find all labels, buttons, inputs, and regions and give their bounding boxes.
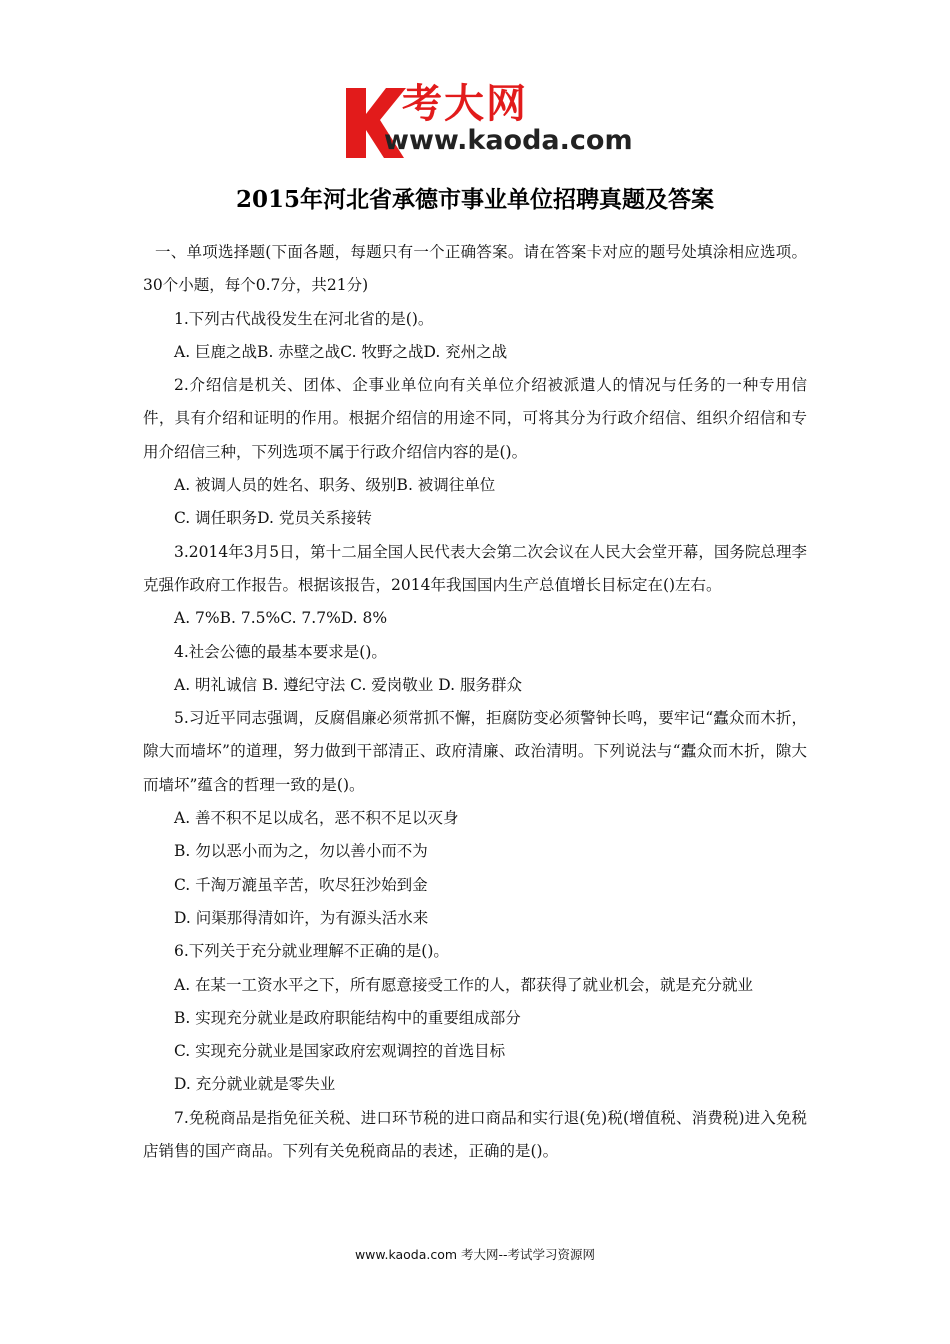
question-4-options: A. 明礼诚信 B. 遵纪守法 C. 爱岗敬业 D. 服务群众: [174, 675, 522, 694]
logo-url-text: www.kaoda.com: [384, 125, 633, 156]
question-6: 6.下列关于充分就业理解不正确的是()。: [174, 942, 449, 961]
question-5: 5.习近平同志强调，反腐倡廉必须常抓不懈，拒腐防变必须警钟长鸣，要牢记“蠹众而木折，隙大而墙坏”的道理，努力做到干部清正、政府清廉、政治清明。下列说法与“蠹众而木折，隙大而墙坏”蕴含的哲理一致的是()。: [143, 709, 807, 794]
question-5-option-d: D. 问渠那得清如许，为有源头活水来: [174, 908, 429, 927]
question-3: 3.2014年3月5日，第十二届全国人民代表大会第二次会议在人民大会堂开幕，国务院总理李克强作政府工作报告。根据该报告，2014年我国国内生产总值增长目标定在()左右。: [143, 542, 807, 594]
question-6-option-d: D. 充分就业就是零失业: [174, 1075, 336, 1094]
question-6-option-b: B. 实现充分就业是政府职能结构中的重要组成部分: [174, 1008, 521, 1027]
question-5-option-b: B. 勿以恶小而为之，勿以善小而不为: [174, 842, 428, 861]
question-4: 4.社会公德的最基本要求是()。: [174, 642, 387, 661]
page-title: 2015年河北省承德市事业单位招聘真题及答案: [235, 186, 714, 213]
question-1-options: A. 巨鹿之战B. 赤壁之战C. 牧野之战D. 兖州之战: [174, 342, 508, 361]
question-3-options: A. 7%B. 7.5%C. 7.7%D. 8%: [174, 609, 388, 628]
question-2-options-ab: A. 被调人员的姓名、职务、级别B. 被调往单位: [174, 476, 496, 495]
logo-cn-text: 考大网: [402, 81, 528, 127]
kaoda-logo: [340, 82, 660, 160]
question-5-option-a: A. 善不积不足以成名，恶不积不足以灭身: [174, 809, 459, 828]
question-2-options-cd: C. 调任职务D. 党员关系接转: [174, 509, 372, 528]
section-instructions: 一、单项选择题(下面各题，每题只有一个正确答案。请在答案卡对应的题号处填涂相应选项。30个小题，每个0.7分，共21分): [143, 243, 807, 295]
question-7: 7.免税商品是指免征关税、进口环节税的进口商品和实行退(免)税(增值税、消费税)进入免税店销售的国产商品。下列有关免税商品的表述，正确的是()。: [143, 1108, 807, 1161]
question-6-option-c: C. 实现充分就业是国家政府宏观调控的首选目标: [174, 1042, 506, 1061]
question-2: 2.介绍信是机关、团体、企事业单位向有关单位介绍被派遣人的情况与任务的一种专用信件，具有介绍和证明的作用。根据介绍信的用途不同，可将其分为行政介绍信、组织介绍信和专用介绍信三种，下列选项不属于行政介绍信内容的是()。: [143, 376, 807, 461]
question-6-option-a: A. 在某一工资水平之下，所有愿意接受工作的人，都获得了就业机会，就是充分就业: [174, 975, 754, 994]
page-footer: www.kaoda.com 考大网--考试学习资源网: [354, 1247, 596, 1262]
question-5-option-c: C. 千淘万漉虽辛苦，吹尽狂沙始到金: [174, 875, 428, 894]
document-body: [143, 236, 807, 1168]
question-1: 1.下列古代战役发生在河北省的是()。: [174, 309, 434, 328]
